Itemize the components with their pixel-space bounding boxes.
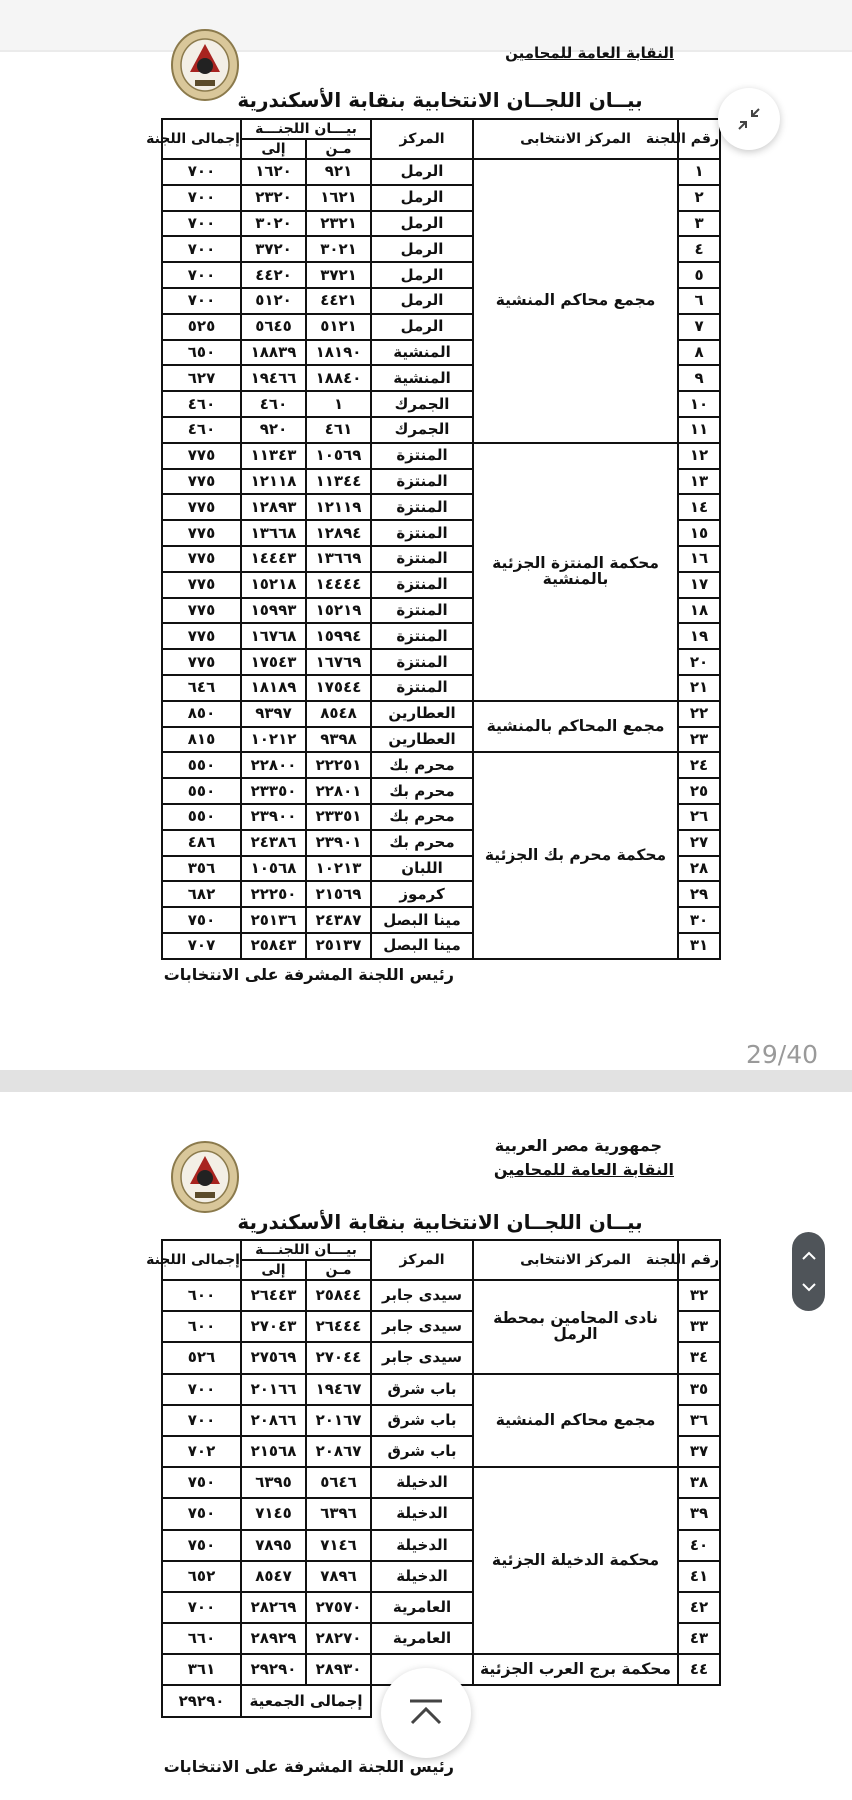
markaz-cell: المنشية xyxy=(371,340,473,366)
range-from-cell: ١١٣٤٤ xyxy=(306,469,371,495)
committee-total-cell: ٧٠٠ xyxy=(162,288,241,314)
committee-total-cell: ٦٢٧ xyxy=(162,365,241,391)
committee-number-cell: ٣٣ xyxy=(678,1311,720,1342)
range-from-cell: ٢٨٩٣٠ xyxy=(306,1654,371,1685)
viewer-top-bar xyxy=(0,0,852,50)
electoral-center-cell: محكمة المنتزة الجزئية بالمنشية xyxy=(473,443,678,701)
committee-number-cell: ٥ xyxy=(678,262,720,288)
committee-total-cell: ٧٥٠ xyxy=(162,1467,241,1498)
header-committee-range: بيـــان اللجنـــة xyxy=(241,119,371,139)
range-from-cell: ٦٣٩٦ xyxy=(306,1498,371,1529)
committee-number-cell: ١٣ xyxy=(678,469,720,495)
range-to-cell: ١٨٨٣٩ xyxy=(241,340,306,366)
range-to-cell: ٢٣٣٥٠ xyxy=(241,778,306,804)
markaz-cell: العطارين xyxy=(371,701,473,727)
committee-total-cell: ٦٠٠ xyxy=(162,1311,241,1342)
header-committee-range: بيـــان اللجنـــة xyxy=(241,1240,371,1260)
org-name-partial: النقابة العامة للمحامين xyxy=(505,44,674,62)
markaz-cell: المنتزة xyxy=(371,598,473,624)
committee-number-cell: ١٥ xyxy=(678,520,720,546)
committee-total-cell: ٧٠٠ xyxy=(162,236,241,262)
committee-number-cell: ٣ xyxy=(678,211,720,237)
markaz-cell: الدخيلة xyxy=(371,1498,473,1529)
range-to-cell: ٢٢٨٠٠ xyxy=(241,752,306,778)
committee-number-cell: ٣٢ xyxy=(678,1280,720,1311)
page2-footer-signature-line: رئيس اللجنة المشرفة على الانتخابات xyxy=(163,1757,454,1776)
committee-number-cell: ١٢ xyxy=(678,443,720,469)
committee-number-cell: ١٨ xyxy=(678,598,720,624)
markaz-cell: الجمرك xyxy=(371,417,473,443)
committee-number-cell: ٢ xyxy=(678,185,720,211)
committee-total-cell: ٦٥٢ xyxy=(162,1561,241,1592)
range-from-cell: ٢٢٨٠١ xyxy=(306,778,371,804)
table-row xyxy=(162,1467,720,1498)
committee-total-cell: ٥٥٠ xyxy=(162,752,241,778)
range-to-cell: ٥١٢٠ xyxy=(241,288,306,314)
electoral-center-cell: محكمة برج العرب الجزئية xyxy=(473,1654,678,1685)
grand-total-value: ٢٩٢٩٠ xyxy=(162,1685,241,1716)
range-from-cell: ٩٣٩٨ xyxy=(306,727,371,753)
markaz-cell: العامرية xyxy=(371,1623,473,1654)
range-to-cell: ١٨١٨٩ xyxy=(241,675,306,701)
header-markaz: المركز xyxy=(371,1240,473,1280)
committee-total-cell: ٧٧٥ xyxy=(162,572,241,598)
markaz-cell: محرم بك xyxy=(371,778,473,804)
markaz-cell: الرمل xyxy=(371,314,473,340)
range-from-cell: ٧١٤٦ xyxy=(306,1530,371,1561)
markaz-cell: الرمل xyxy=(371,211,473,237)
committee-total-cell: ٧٧٥ xyxy=(162,469,241,495)
range-to-cell: ٢٦٤٤٣ xyxy=(241,1280,306,1311)
committee-total-cell: ٧٠٠ xyxy=(162,1374,241,1405)
markaz-cell: اللبان xyxy=(371,856,473,882)
committee-number-cell: ٢١ xyxy=(678,675,720,701)
range-to-cell: ١٢٨٩٣ xyxy=(241,494,306,520)
table-row xyxy=(162,752,720,778)
committee-number-cell: ٤٠ xyxy=(678,1530,720,1561)
markaz-cell: الرمل xyxy=(371,262,473,288)
committee-number-cell: ٤٤ xyxy=(678,1654,720,1685)
markaz-cell: الرمل xyxy=(371,185,473,211)
range-to-cell: ٩٣٩٧ xyxy=(241,701,306,727)
committees-table-1 xyxy=(146,118,721,960)
committee-number-cell: ٢٦ xyxy=(678,804,720,830)
committee-total-cell: ٧٥٠ xyxy=(162,907,241,933)
markaz-cell: العامرية xyxy=(371,1592,473,1623)
committee-number-cell: ١٧ xyxy=(678,572,720,598)
committee-total-cell: ٧٥٠ xyxy=(162,1498,241,1529)
range-to-cell: ٢٨٢٦٩ xyxy=(241,1592,306,1623)
range-to-cell: ٢٥٨٤٣ xyxy=(241,933,306,959)
committee-number-cell: ١ xyxy=(678,159,720,185)
committee-number-cell: ٣١ xyxy=(678,933,720,959)
range-from-cell: ٢٧٥٧٠ xyxy=(306,1592,371,1623)
range-from-cell: ٢٣٣٥١ xyxy=(306,804,371,830)
table-row xyxy=(162,159,720,185)
document-page-1 xyxy=(0,44,852,1070)
markaz-cell: محرم بك xyxy=(371,752,473,778)
range-from-cell: ١٤٤٤٤ xyxy=(306,572,371,598)
range-from-cell: ١٨١٩٠ xyxy=(306,340,371,366)
committee-total-cell: ٨١٥ xyxy=(162,727,241,753)
committees-table-2 xyxy=(146,1239,721,1718)
range-to-cell: ٢٠٨٦٦ xyxy=(241,1405,306,1436)
markaz-cell: المنتزة xyxy=(371,546,473,572)
committee-total-cell: ٦٦٠ xyxy=(162,1623,241,1654)
range-to-cell: ٢٥١٣٦ xyxy=(241,907,306,933)
electoral-center-cell: نادى المحامين بمحطة الرمل xyxy=(473,1280,678,1374)
committee-total-cell: ٦٨٢ xyxy=(162,881,241,907)
range-to-cell: ٢٩٢٩٠ xyxy=(241,1654,306,1685)
committee-number-cell: ٢٤ xyxy=(678,752,720,778)
committee-total-cell: ٧٧٥ xyxy=(162,443,241,469)
range-from-cell: ١٢٨٩٤ xyxy=(306,520,371,546)
scroll-to-top-button[interactable] xyxy=(381,1668,471,1758)
org-name-line: النقابة العامة للمحامين xyxy=(493,1160,674,1179)
committee-number-cell: ١٦ xyxy=(678,546,720,572)
committee-number-cell: ٤ xyxy=(678,236,720,262)
committee-total-cell: ٥٥٠ xyxy=(162,778,241,804)
committee-total-cell: ٤٨٦ xyxy=(162,830,241,856)
range-from-cell: ١٦٧٦٩ xyxy=(306,649,371,675)
range-to-cell: ٢٣٢٠ xyxy=(241,185,306,211)
committee-number-cell: ٣٥ xyxy=(678,1374,720,1405)
committee-total-cell: ٧٠٧ xyxy=(162,933,241,959)
header-committee-total: إجمالى اللجنة xyxy=(162,1240,241,1280)
markaz-cell: كرموز xyxy=(371,881,473,907)
committee-total-cell: ٧٥٠ xyxy=(162,1530,241,1561)
header-from: مـن xyxy=(306,1260,371,1280)
markaz-cell: باب شرق xyxy=(371,1374,473,1405)
scroll-to-top-icon xyxy=(406,1697,446,1729)
range-to-cell: ١٥٩٩٣ xyxy=(241,598,306,624)
page1-title: بيــان اللجــان الانتخابية بنقابة الأسكندرية xyxy=(237,88,643,112)
table-row xyxy=(162,701,720,727)
committee-number-cell: ٢٨ xyxy=(678,856,720,882)
markaz-cell: محرم بك xyxy=(371,804,473,830)
range-to-cell: ٧٨٩٥ xyxy=(241,1530,306,1561)
committee-total-cell: ٣٥٦ xyxy=(162,856,241,882)
page-nav-control[interactable] xyxy=(792,1232,825,1311)
range-from-cell: ١٦٢١ xyxy=(306,185,371,211)
committee-number-cell: ٤٢ xyxy=(678,1592,720,1623)
markaz-cell: المنتزة xyxy=(371,520,473,546)
page-counter: 29/40 xyxy=(745,1040,818,1069)
range-to-cell: ٢٣٩٠٠ xyxy=(241,804,306,830)
bar-association-seal-logo xyxy=(170,1140,240,1214)
range-from-cell: ٢٥٨٤٤ xyxy=(306,1280,371,1311)
markaz-cell: باب شرق xyxy=(371,1436,473,1467)
range-from-cell: ١٠٥٦٩ xyxy=(306,443,371,469)
committee-number-cell: ٢٧ xyxy=(678,830,720,856)
markaz-cell: محرم بك xyxy=(371,830,473,856)
collapse-arrows-icon xyxy=(735,105,763,133)
committee-total-cell: ٦٥٠ xyxy=(162,340,241,366)
range-from-cell: ١٢١١٩ xyxy=(306,494,371,520)
committee-total-cell: ٧٠٠ xyxy=(162,185,241,211)
range-to-cell: ٢٢٢٥٠ xyxy=(241,881,306,907)
page2-title: بيــان اللجــان الانتخابية بنقابة الأسكندرية xyxy=(237,1210,643,1234)
range-to-cell: ١٤٤٤٣ xyxy=(241,546,306,572)
range-from-cell: ٢١٥٦٩ xyxy=(306,881,371,907)
committee-total-cell: ٤٦٠ xyxy=(162,417,241,443)
range-from-cell: ٢٨٢٧٠ xyxy=(306,1623,371,1654)
markaz-cell: الدخيلة xyxy=(371,1530,473,1561)
markaz-cell: الجمرك xyxy=(371,391,473,417)
committee-total-cell: ٧٠٠ xyxy=(162,211,241,237)
page1-footer-signature-line: رئيس اللجنة المشرفة على الانتخابات xyxy=(163,965,454,984)
markaz-cell: مينا البصل xyxy=(371,907,473,933)
electoral-center-cell: مجمع محاكم المنشية xyxy=(473,159,678,443)
range-to-cell: ١٧٥٤٣ xyxy=(241,649,306,675)
markaz-cell: الدخيلة xyxy=(371,1467,473,1498)
header-electoral-center: المركز الانتخابى xyxy=(473,1240,678,1280)
committee-number-cell: ٢٠ xyxy=(678,649,720,675)
range-to-cell: ٢٨٩٢٩ xyxy=(241,1623,306,1654)
range-to-cell: ١٦٢٠ xyxy=(241,159,306,185)
header-markaz: المركز xyxy=(371,119,473,159)
header-from: مـن xyxy=(306,139,371,159)
markaz-cell: سيدى جابر xyxy=(371,1280,473,1311)
range-from-cell: ١٥٩٩٤ xyxy=(306,623,371,649)
range-to-cell: ١٦٧٦٨ xyxy=(241,623,306,649)
range-from-cell: ٨٥٤٨ xyxy=(306,701,371,727)
range-from-cell: ٢٥١٣٧ xyxy=(306,933,371,959)
committee-number-cell: ٧ xyxy=(678,314,720,340)
range-to-cell: ٨٥٤٧ xyxy=(241,1561,306,1592)
committee-number-cell: ٣٩ xyxy=(678,1498,720,1529)
electoral-center-cell: مجمع المحاكم بالمنشية xyxy=(473,701,678,753)
committee-total-cell: ٧٠٠ xyxy=(162,1592,241,1623)
chevron-down-icon[interactable] xyxy=(801,1281,817,1293)
committee-total-cell: ٥٥٠ xyxy=(162,804,241,830)
markaz-cell: سيدى جابر xyxy=(371,1311,473,1342)
committee-total-cell: ٥٢٦ xyxy=(162,1342,241,1373)
committee-number-cell: ٢٩ xyxy=(678,881,720,907)
range-to-cell: ١٥٢١٨ xyxy=(241,572,306,598)
committee-number-cell: ١٠ xyxy=(678,391,720,417)
header-electoral-center: المركز الانتخابى xyxy=(473,119,678,159)
committee-number-cell: ٣٦ xyxy=(678,1405,720,1436)
committee-total-cell: ٥٢٥ xyxy=(162,314,241,340)
range-from-cell: ٩٢١ xyxy=(306,159,371,185)
range-to-cell: ٣٠٢٠ xyxy=(241,211,306,237)
markaz-cell: العطارين xyxy=(371,727,473,753)
range-to-cell: ٢٠١٦٦ xyxy=(241,1374,306,1405)
committee-number-cell: ٣٤ xyxy=(678,1342,720,1373)
table-row xyxy=(162,1374,720,1405)
range-to-cell: ١٢١١٨ xyxy=(241,469,306,495)
electoral-center-cell: محكمة محرم بك الجزئية xyxy=(473,752,678,958)
header-committee-number: رقم اللجنة xyxy=(678,119,720,159)
range-from-cell: ١٥٢١٩ xyxy=(306,598,371,624)
committee-total-cell: ٧٠٠ xyxy=(162,1405,241,1436)
range-from-cell: ٢٠٨٦٧ xyxy=(306,1436,371,1467)
table-row xyxy=(162,443,720,469)
committee-total-cell: ٧٠٠ xyxy=(162,159,241,185)
committee-number-cell: ٢٣ xyxy=(678,727,720,753)
committee-number-cell: ٤٣ xyxy=(678,1623,720,1654)
header-committee-number: رقم اللجنة xyxy=(678,1240,720,1280)
markaz-cell: المنتزة xyxy=(371,623,473,649)
committee-number-cell: ٩ xyxy=(678,365,720,391)
committee-total-cell: ٧٠٠ xyxy=(162,262,241,288)
range-to-cell: ٥٦٤٥ xyxy=(241,314,306,340)
committee-number-cell: ٦ xyxy=(678,288,720,314)
range-from-cell: ١٠٢١٣ xyxy=(306,856,371,882)
range-to-cell: ١٠٥٦٨ xyxy=(241,856,306,882)
range-from-cell: ٢٢٢٥١ xyxy=(306,752,371,778)
range-to-cell: ٩٢٠ xyxy=(241,417,306,443)
markaz-cell: المنتزة xyxy=(371,494,473,520)
markaz-cell: الرمل xyxy=(371,236,473,262)
range-from-cell: ٣٧٢١ xyxy=(306,262,371,288)
committee-total-cell: ٤٦٠ xyxy=(162,391,241,417)
committee-number-cell: ٨ xyxy=(678,340,720,366)
committee-number-cell: ١١ xyxy=(678,417,720,443)
range-to-cell: ١١٣٤٣ xyxy=(241,443,306,469)
range-from-cell: ٢٠١٦٧ xyxy=(306,1405,371,1436)
committee-number-cell: ٢٢ xyxy=(678,701,720,727)
chevron-up-icon[interactable] xyxy=(801,1250,817,1262)
range-to-cell: ١٠٢١٢ xyxy=(241,727,306,753)
committee-total-cell: ٧٧٥ xyxy=(162,649,241,675)
markaz-cell: سيدى جابر xyxy=(371,1342,473,1373)
range-from-cell: ٧٨٩٦ xyxy=(306,1561,371,1592)
committee-number-cell: ٣٠ xyxy=(678,907,720,933)
range-to-cell: ٢٧٥٦٩ xyxy=(241,1342,306,1373)
committee-total-cell: ٦٤٦ xyxy=(162,675,241,701)
grand-total-label: إجمالى الجمعية xyxy=(241,1685,371,1716)
markaz-cell: الرمل xyxy=(371,288,473,314)
range-from-cell: ١٩٤٦٧ xyxy=(306,1374,371,1405)
markaz-cell: المنتزة xyxy=(371,675,473,701)
range-to-cell: ٤٤٢٠ xyxy=(241,262,306,288)
range-to-cell: ٢١٥٦٨ xyxy=(241,1436,306,1467)
range-to-cell: ١٩٤٦٦ xyxy=(241,365,306,391)
committee-number-cell: ١٩ xyxy=(678,623,720,649)
electoral-center-cell: محكمة الدخيلة الجزئية xyxy=(473,1467,678,1654)
range-from-cell: ٢٣٩٠١ xyxy=(306,830,371,856)
markaz-cell: مينا البصل xyxy=(371,933,473,959)
range-from-cell: ٢٣٢١ xyxy=(306,211,371,237)
range-to-cell: ١٣٦٦٨ xyxy=(241,520,306,546)
range-from-cell: ١٣٦٦٩ xyxy=(306,546,371,572)
committee-total-cell: ٧٧٥ xyxy=(162,598,241,624)
markaz-cell: باب شرق xyxy=(371,1405,473,1436)
committee-total-cell: ٣٦١ xyxy=(162,1654,241,1685)
markaz-cell: المنتزة xyxy=(371,649,473,675)
range-to-cell: ٣٧٢٠ xyxy=(241,236,306,262)
markaz-cell: الدخيلة xyxy=(371,1561,473,1592)
range-from-cell: ٢٦٤٤٤ xyxy=(306,1311,371,1342)
committee-number-cell: ٤١ xyxy=(678,1561,720,1592)
org-country-line: جمهورية مصر العربية xyxy=(494,1136,662,1155)
range-from-cell: ١٧٥٤٤ xyxy=(306,675,371,701)
range-to-cell: ٤٦٠ xyxy=(241,391,306,417)
committee-total-cell: ٦٠٠ xyxy=(162,1280,241,1311)
range-from-cell: ٢٧٠٤٤ xyxy=(306,1342,371,1373)
range-to-cell: ٢٤٣٨٦ xyxy=(241,830,306,856)
table-row xyxy=(162,1280,720,1311)
committee-total-cell: ٧٧٥ xyxy=(162,623,241,649)
range-from-cell: ٥١٢١ xyxy=(306,314,371,340)
range-to-cell: ٧١٤٥ xyxy=(241,1498,306,1529)
committee-total-cell: ٧٧٥ xyxy=(162,520,241,546)
header-committee-total: إجمالى اللجنة xyxy=(162,119,241,159)
range-from-cell: ٣٠٢١ xyxy=(306,236,371,262)
header-to: إلى xyxy=(241,139,306,159)
range-from-cell: ٤٦١ xyxy=(306,417,371,443)
committee-total-cell: ٧٧٥ xyxy=(162,494,241,520)
range-to-cell: ٢٧٠٤٣ xyxy=(241,1311,306,1342)
markaz-cell: الرمل xyxy=(371,159,473,185)
range-from-cell: ٤٤٢١ xyxy=(306,288,371,314)
committee-number-cell: ٣٧ xyxy=(678,1436,720,1467)
committee-number-cell: ١٤ xyxy=(678,494,720,520)
committee-number-cell: ٢٥ xyxy=(678,778,720,804)
markaz-cell: المنتزة xyxy=(371,469,473,495)
range-from-cell: ١٨٨٤٠ xyxy=(306,365,371,391)
committee-total-cell: ٨٥٠ xyxy=(162,701,241,727)
committee-number-cell: ٣٨ xyxy=(678,1467,720,1498)
electoral-center-cell: مجمع محاكم المنشية xyxy=(473,1374,678,1468)
range-from-cell: ١ xyxy=(306,391,371,417)
markaz-cell: المنشية xyxy=(371,365,473,391)
range-from-cell: ٥٦٤٦ xyxy=(306,1467,371,1498)
committee-total-cell: ٧٠٢ xyxy=(162,1436,241,1467)
header-to: إلى xyxy=(241,1260,306,1280)
markaz-cell: المنتزة xyxy=(371,443,473,469)
committee-total-cell: ٧٧٥ xyxy=(162,546,241,572)
markaz-cell: المنتزة xyxy=(371,572,473,598)
page-divider xyxy=(0,1070,852,1092)
range-to-cell: ٦٣٩٥ xyxy=(241,1467,306,1498)
range-from-cell: ٢٤٣٨٧ xyxy=(306,907,371,933)
collapse-button[interactable] xyxy=(718,88,780,150)
